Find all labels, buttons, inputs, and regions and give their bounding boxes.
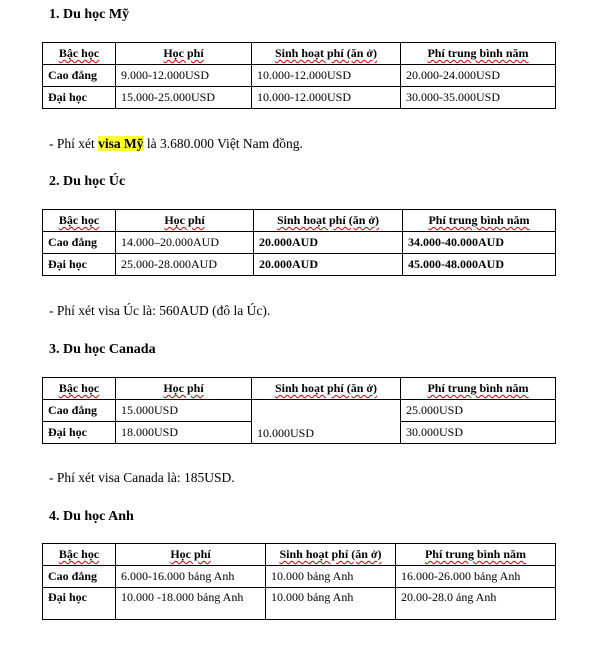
table-header-row <box>43 210 556 232</box>
cell-level: Cao đẳng <box>43 566 116 588</box>
fee-table-uk <box>42 543 556 620</box>
section-heading-us: 1. Du học Mỹ <box>49 7 130 22</box>
header-tuition: Học phí <box>116 210 254 232</box>
cell-tuition: 18.000USD <box>116 422 252 444</box>
cell-annual-cost: 16.000-26.000 bảng Anh <box>396 566 556 588</box>
cell-living-cost: 10.000USD <box>252 400 401 444</box>
table-row <box>43 588 556 620</box>
visa-note-suffix: là 3.680.000 Việt Nam đồng. <box>143 136 303 151</box>
cell-annual-cost: 30.000USD <box>401 422 556 444</box>
table-row <box>43 400 556 422</box>
header-tuition: Học phí <box>116 544 266 566</box>
cell-living-cost: 10.000 bảng Anh <box>266 588 396 620</box>
cell-living-cost: 10.000-12.000USD <box>252 87 401 109</box>
table-header-row <box>43 544 556 566</box>
header-annual-cost: Phí trung bình năm <box>403 210 556 232</box>
fee-table-us <box>42 42 556 109</box>
fee-table-au <box>42 209 556 276</box>
table-row <box>43 232 556 254</box>
fee-table-ca <box>42 377 556 444</box>
visa-note-au: - Phí xét visa Úc là: 560AUD (đô la Úc). <box>49 303 271 318</box>
cell-annual-cost: 20.000-24.000USD <box>401 65 556 87</box>
visa-note-prefix: - Phí xét <box>49 136 99 151</box>
table-header-row <box>43 378 556 400</box>
visa-note-ca: - Phí xét visa Canada là: 185USD. <box>49 470 235 485</box>
cell-level: Cao đẳng <box>43 232 116 254</box>
cell-level: Đại học <box>43 422 116 444</box>
cell-tuition: 9.000-12.000USD <box>116 65 252 87</box>
header-level: Bậc học <box>43 43 116 65</box>
cell-level: Cao đẳng <box>43 65 116 87</box>
cell-tuition: 14.000–20.000AUD <box>116 232 254 254</box>
cell-level: Đại học <box>43 87 116 109</box>
header-level: Bậc học <box>43 544 116 566</box>
section-heading-ca: 3. Du học Canada <box>49 342 156 357</box>
cell-tuition: 6.000-16.000 bảng Anh <box>116 566 266 588</box>
cell-annual-cost: 34.000-40.000AUD <box>403 232 556 254</box>
cell-annual-cost: 20.00-28.0 ảng Anh <box>396 588 556 620</box>
header-level: Bậc học <box>43 210 116 232</box>
cell-level: Đại học <box>43 254 116 276</box>
header-annual-cost: Phí trung bình năm <box>401 43 556 65</box>
cell-annual-cost: 25.000USD <box>401 400 556 422</box>
header-living-cost: Sinh hoạt phí (ăn ở) <box>252 43 401 65</box>
header-living-cost: Sinh hoạt phí (ăn ở) <box>266 544 396 566</box>
cell-level: Đại học <box>43 588 116 620</box>
header-living-cost: Sinh hoạt phí (ăn ở) <box>254 210 403 232</box>
cell-tuition: 15.000USD <box>116 400 252 422</box>
cell-living-cost: 10.000 bảng Anh <box>266 566 396 588</box>
visa-note-us <box>49 136 303 152</box>
cell-level: Cao đẳng <box>43 400 116 422</box>
header-level: Bậc học <box>43 378 116 400</box>
table-row <box>43 254 556 276</box>
table-row <box>43 65 556 87</box>
cell-annual-cost: 30.000-35.000USD <box>401 87 556 109</box>
cell-living-cost: 20.000AUD <box>254 232 403 254</box>
header-tuition: Học phí <box>116 43 252 65</box>
cell-living-cost: 20.000AUD <box>254 254 403 276</box>
cell-tuition: 10.000 -18.000 bảng Anh <box>116 588 266 620</box>
cell-living-cost: 10.000-12.000USD <box>252 65 401 87</box>
table-row <box>43 87 556 109</box>
visa-highlight: visa Mỹ <box>98 136 144 151</box>
header-tuition: Học phí <box>116 378 252 400</box>
header-living-cost: Sinh hoạt phí (ăn ở) <box>252 378 401 400</box>
table-header-row <box>43 43 556 65</box>
table-row <box>43 566 556 588</box>
section-heading-uk: 4. Du học Anh <box>49 509 134 524</box>
cell-annual-cost: 45.000-48.000AUD <box>403 254 556 276</box>
header-annual-cost: Phí trung bình năm <box>396 544 556 566</box>
cell-tuition: 25.000-28.000AUD <box>116 254 254 276</box>
header-annual-cost: Phí trung bình năm <box>401 378 556 400</box>
section-heading-au: 2. Du học Úc <box>49 174 126 189</box>
cell-tuition: 15.000-25.000USD <box>116 87 252 109</box>
